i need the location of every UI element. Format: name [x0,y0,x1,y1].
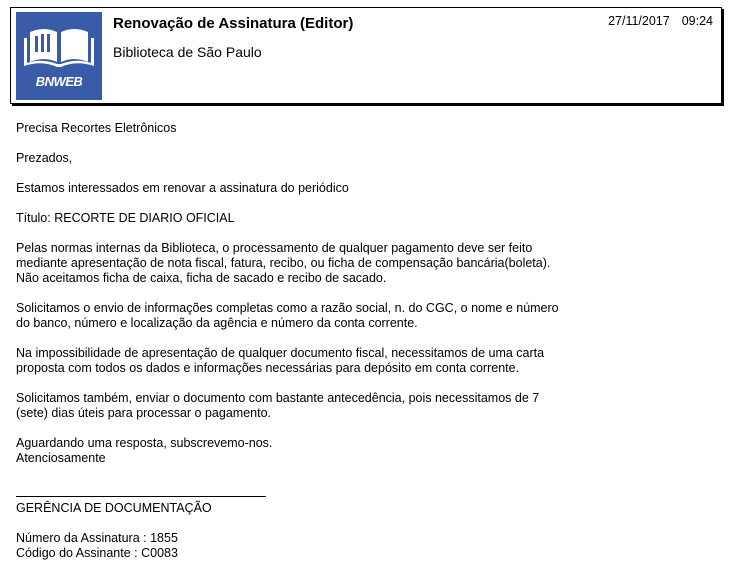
report-title: Renovação de Assinatura (Editor) [113,15,354,32]
text-line: Atenciosamente [16,451,106,465]
report-datetime [608,14,713,28]
open-book-icon [16,12,102,74]
letter-paragraph-info [16,301,636,331]
text-line: (sete) dias úteis para processar o pagamento. [16,406,271,420]
letter-body [16,121,636,561]
report-date: 27/11/2017 [608,14,670,28]
text-line: Pelas normas internas da Biblioteca, o processamento de qualquer pagamento deve ser feito [16,241,533,255]
report-time: 09:24 [681,14,713,28]
text-line: mediante apresentação de nota fiscal, fatura, recibo, ou ficha de compensação bancária(boleta). [16,256,551,270]
letter-closing [16,436,636,466]
signature-line [16,496,266,497]
text-line: Na impossibilidade de apresentação de qualquer documento fiscal, necessitamos de uma carta [16,346,545,360]
subscriber-code: Código do Assinante : C0083 [16,546,178,560]
logo-text: BNWEB [35,74,83,89]
report-header [10,7,722,104]
letter-intro: Estamos interessados em renovar a assinatura do periódico [16,181,349,195]
letter-greeting: Prezados, [16,151,73,165]
text-line: proposta com todos os dados e informações necessárias para depósito em conta corrente. [16,361,520,375]
subscription-number: Número da Assinatura : 1855 [16,531,178,545]
library-name: Biblioteca de São Paulo [113,44,262,60]
text-line: Aguardando uma resposta, subscrevemo-nos. [16,436,273,450]
text-line: Solicitamos também, enviar o documento com bastante antecedência, pois necessitamos de 7 [16,391,540,405]
text-line: Solicitamos o envio de informações completas como a razão social, n. do CGC, o nome e número [16,301,559,315]
signature-department: GERÊNCIA DE DOCUMENTAÇÃO [16,501,212,515]
text-line: Não aceitamos ficha de caixa, ficha de sacado e recibo de sacado. [16,271,387,285]
text-line: do banco, número e localização da agência e número da conta corrente. [16,316,418,330]
bnweb-logo [16,12,102,100]
letter-paragraph-payment [16,241,636,286]
letter-paragraph-deadline [16,391,636,421]
letter-paragraph-proposal [16,346,636,376]
letter-periodical-title: Título: RECORTE DE DIARIO OFICIAL [16,211,235,225]
letter-recipient: Precisa Recortes Eletrônicos [16,121,177,135]
